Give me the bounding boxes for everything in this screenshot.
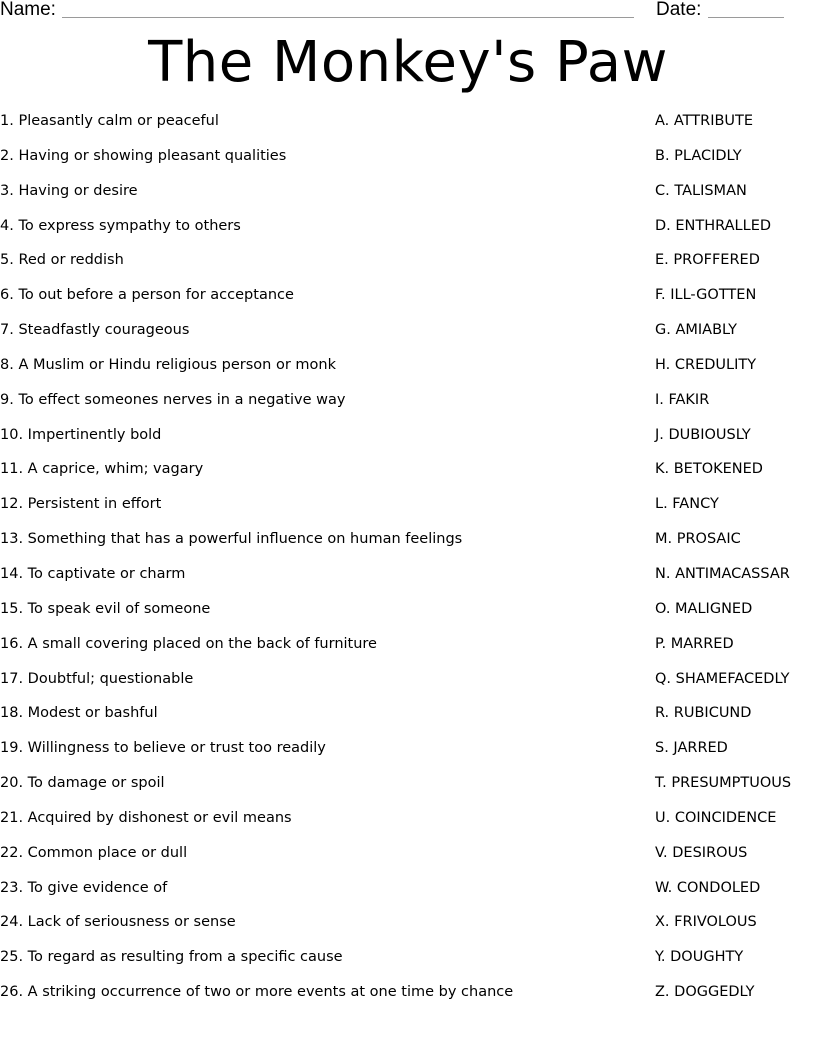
- clue-item: 5. Red or reddish: [0, 252, 124, 269]
- clue-item: 8. A Muslim or Hindu religious person or monk: [0, 356, 336, 373]
- answer-item: V. DESIROUS: [655, 844, 748, 861]
- clue-item: 7. Steadfastly courageous: [0, 322, 190, 339]
- clue-item: 6. To out before a person for acceptance: [0, 287, 294, 304]
- answer-item: F. ILL-GOTTEN: [655, 287, 757, 304]
- answer-item: R. RUBICUND: [655, 705, 752, 722]
- answer-item: W. CONDOLED: [655, 879, 761, 896]
- answer-item: S. JARRED: [655, 740, 728, 757]
- answer-item: X. FRIVOLOUS: [655, 914, 757, 931]
- clue-item: 19. Willingness to believe or trust too readily: [0, 740, 326, 757]
- answer-item: K. BETOKENED: [655, 461, 763, 478]
- clue-item: 12. Persistent in effort: [0, 496, 162, 513]
- clue-item: 1. Pleasantly calm or peaceful: [0, 113, 219, 129]
- clue-list: [0, 104, 640, 1010]
- page-title: The Monkey's Paw: [148, 30, 668, 95]
- clue-item: 18. Modest or bashful: [0, 705, 158, 722]
- answer-item: I. FAKIR: [655, 391, 710, 408]
- clue-item: 24. Lack of seriousness or sense: [0, 914, 236, 931]
- answer-item: H. CREDULITY: [655, 356, 757, 373]
- answer-item: Y. DOUGHTY: [655, 949, 744, 966]
- clue-item: 26. A striking occurrence of two or more events at one time by chance: [0, 984, 514, 1001]
- date-label: Date:: [656, 0, 702, 20]
- answer-item: M. PROSAIC: [655, 531, 741, 548]
- name-label: Name:: [0, 0, 56, 20]
- clue-item: 21. Acquired by dishonest or evil means: [0, 809, 292, 826]
- answer-item: N. ANTIMACASSAR: [655, 565, 790, 582]
- answer-item: Z. DOGGEDLY: [655, 984, 755, 1001]
- answer-item: O. MALIGNED: [655, 600, 753, 617]
- clue-item: 25. To regard as resulting from a specific cause: [0, 949, 343, 966]
- answer-item: U. COINCIDENCE: [655, 809, 777, 826]
- answer-item: T. PRESUMPTUOUS: [655, 775, 792, 792]
- clue-item: 22. Common place or dull: [0, 844, 188, 861]
- worksheet-header: [0, 0, 816, 24]
- clue-item: 17. Doubtful; questionable: [0, 670, 194, 687]
- clue-item: 2. Having or showing pleasant qualities: [0, 147, 287, 164]
- answer-item: B. PLACIDLY: [655, 147, 742, 164]
- answer-item: C. TALISMAN: [655, 182, 747, 199]
- clue-item: 10. Impertinently bold: [0, 426, 162, 443]
- answer-item: E. PROFFERED: [655, 252, 760, 269]
- clue-item: 4. To express sympathy to others: [0, 217, 241, 234]
- answer-item: G. AMIABLY: [655, 322, 738, 339]
- clue-item: 23. To give evidence of: [0, 879, 168, 896]
- clue-item: 13. Something that has a powerful influence on human feelings: [0, 531, 463, 548]
- clue-item: 14. To captivate or charm: [0, 565, 186, 582]
- answer-item: Q. SHAMEFACEDLY: [655, 670, 790, 687]
- answer-item: J. DUBIOUSLY: [655, 426, 751, 443]
- answer-item: D. ENTHRALLED: [655, 217, 772, 234]
- name-blank-line: [62, 17, 634, 18]
- answer-list: [655, 104, 815, 1010]
- answer-item: A. ATTRIBUTE: [655, 113, 754, 129]
- clue-item: 9. To effect someones nerves in a negative way: [0, 391, 346, 408]
- date-blank-line: [708, 17, 784, 18]
- clue-item: 3. Having or desire: [0, 182, 138, 199]
- clue-item: 15. To speak evil of someone: [0, 600, 211, 617]
- clue-item: 20. To damage or spoil: [0, 775, 165, 792]
- answer-item: L. FANCY: [655, 496, 719, 513]
- answer-item: P. MARRED: [655, 635, 734, 652]
- clue-item: 16. A small covering placed on the back of furniture: [0, 635, 377, 652]
- clue-item: 11. A caprice, whim; vagary: [0, 461, 204, 478]
